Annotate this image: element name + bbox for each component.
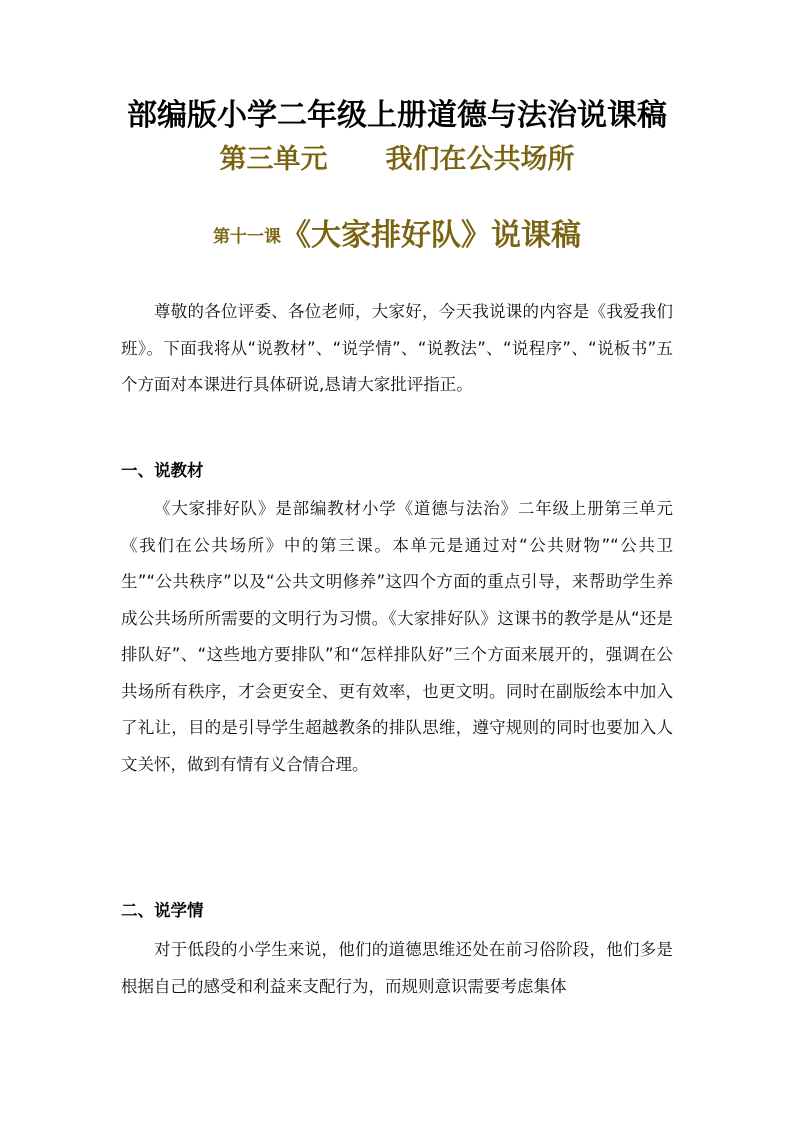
section-paragraph-students: 对于低段的小学生来说，他们的道德思维还处在前习俗阶段，他们多是根据自己的感受和利益来支配行为，而规则意识需要考虑集体 xyxy=(121,940,673,996)
lesson-heading xyxy=(0,214,794,262)
lesson-number: 第十一课 xyxy=(213,227,281,247)
unit-heading xyxy=(0,140,794,180)
intro-paragraph: 尊敬的各位评委、各位老师，大家好，今天我说课的内容是《我爱我们班》。下面我将从“说教材”、“说学情”、“说教法”、“说程序”、“说板书”五个方面对本课进行具体研说,恳请大家批评指正。 xyxy=(121,302,673,394)
section-heading-students: 二、说学情 xyxy=(121,901,204,920)
unit-number: 第三单元 xyxy=(219,144,328,175)
section-paragraph-textbook: 《大家排好队》是部编教材小学《道德与法治》二年级上册第三单元《我们在公共场所》中的第三课。本单元是通过对“公共财物”“公共卫生”“公共秩序”以及“公共文明修养”这四个方面的重点引导，来帮助学生养成公共场所所需要的文明行为习惯。《大家排好队》这课书的教学是从“还是排队好”、“这些地方要排队”和“怎样排队好”三个方面来展开的，强调在公共场所有秩序，才会更安全、更有效率，也更文明。同时在副版绘本中加入了礼让，目的是引导学生超越教条的排队思维，遵守规则的同时也要加入人文关怀，做到有情有义合情合理。 xyxy=(121,499,673,774)
lesson-title: 《大家排好队》说课稿 xyxy=(281,218,581,253)
section-heading-textbook: 一、说教材 xyxy=(121,461,204,480)
unit-name: 我们在公共场所 xyxy=(385,144,575,175)
document-title: 部编版小学二年级上册道德与法治说课稿 xyxy=(127,98,667,133)
